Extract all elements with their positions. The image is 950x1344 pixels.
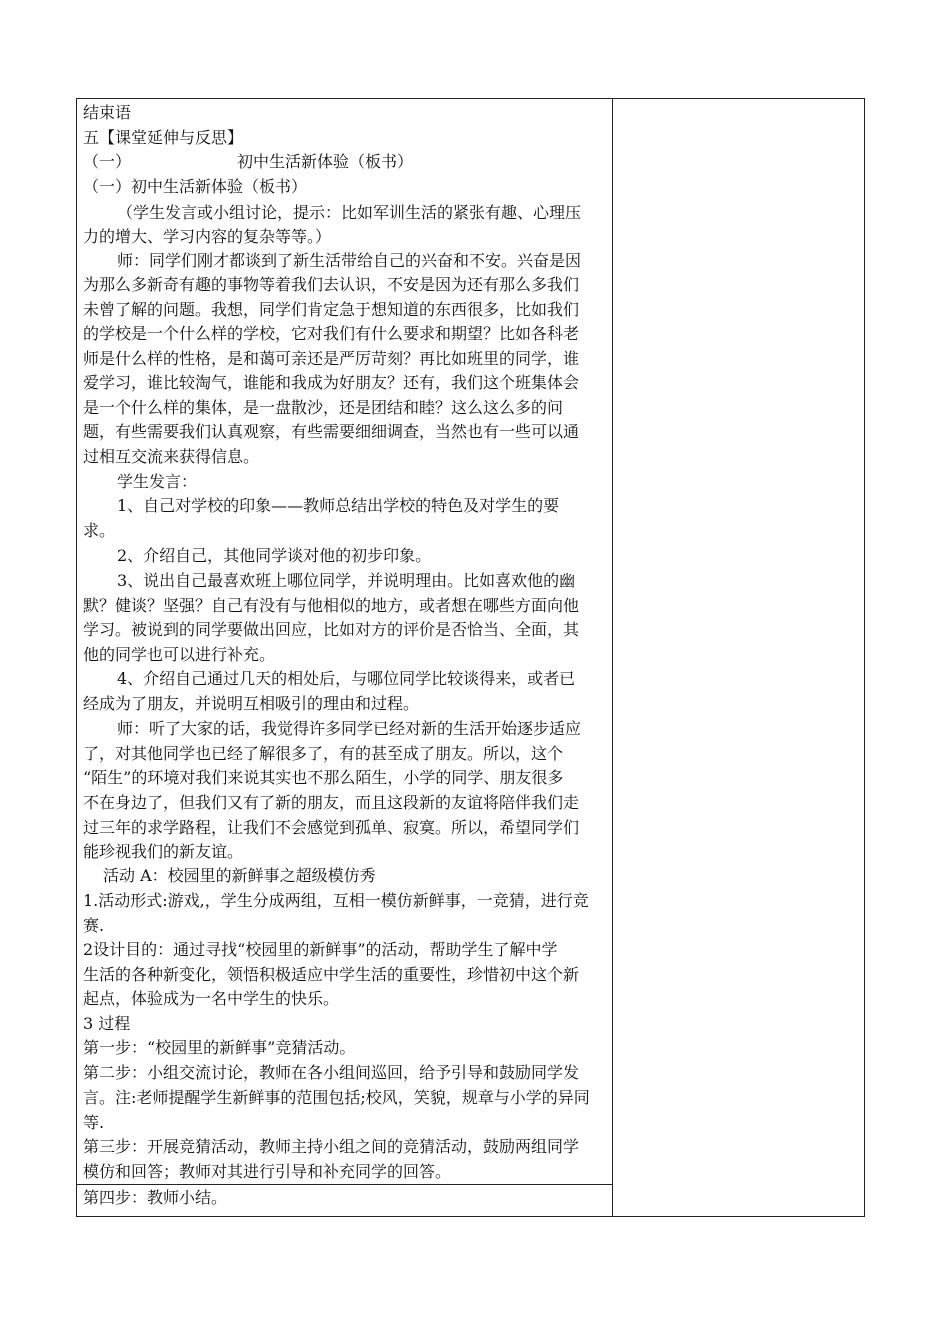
subheading-number: （一）: [83, 152, 132, 171]
paragraph-line: 2、介绍自己，其他同学谈对他的初步印象。: [117, 546, 432, 565]
paragraph-line: 求。: [83, 521, 116, 540]
step-2-line: 第二步：小组交流讨论，教师在各小组间巡回，给予引导和鼓励同学发: [83, 1063, 580, 1082]
activity-a-title: 活动 A：校园里的新鲜事之超级模仿秀: [103, 866, 376, 885]
paragraph-line: 师：听了大家的话，我觉得许多同学已经对新的生活开始逐步适应: [117, 719, 582, 738]
paragraph-line: 未曾了解的问题。我想，同学们肯定急于想知道的东西很多，比如我们: [83, 300, 580, 319]
paragraph-line: 默？健谈？坚强？自己有没有与他相似的地方，或者想在哪些方面向他: [83, 596, 580, 615]
paragraph-line: 师：同学们刚才都谈到了新生活带给自己的兴奋和不安。兴奋是因: [117, 251, 582, 270]
paragraph-line: 爱学习，谁比较淘气，谁能和我成为好朋友？还有，我们这个班集体会: [83, 373, 580, 392]
content-column: [77, 99, 613, 1216]
paragraph-line: 1、自己对学校的印象——教师总结出学校的特色及对学生的要: [117, 496, 560, 515]
step-2-line: 等.: [83, 1113, 105, 1132]
step-4: 第四步：教师小结。: [83, 1188, 228, 1207]
section-title: 五【课堂延伸与反思】: [83, 128, 244, 147]
design-purpose-line: 起点，体验成为一名中学生的快乐。: [83, 989, 340, 1008]
paragraph-line: 力的增大、学习内容的复杂等等。）: [83, 227, 332, 246]
paragraph-line: （学生发言或小组讨论，提示：比如军训生活的紧张有趣、心理压: [117, 203, 582, 222]
paragraph-line: 他的同学也可以进行补充。: [83, 645, 276, 664]
paragraph-line: 学生发言：: [117, 472, 198, 491]
lesson-table: [76, 98, 865, 1217]
paragraph-line: 为那么多新奇有趣的事物等着我们去认识，不安是因为还有那么多我们: [83, 275, 580, 294]
paragraph-line: 能珍视我们的新友谊。: [83, 842, 244, 861]
paragraph-line: 过相互交流来获得信息。: [83, 447, 260, 466]
step-3-line: 模仿和回答；教师对其进行引导和补充同学的回答。: [83, 1162, 452, 1181]
paragraph-line: 的学校是一个什么样的学校，它对我们有什么要求和期望？比如各科老: [83, 324, 580, 343]
paragraph-line: 4、介绍自己通过几天的相处后，与哪位同学比较谈得来，或者已: [117, 669, 576, 688]
closing-heading: 结束语: [83, 103, 132, 122]
step-2-line: 言。注:老师提醒学生新鲜事的范围包括;校风，笑貌，规章与小学的异同: [83, 1088, 590, 1107]
paragraph-line: 师是什么样的性格，是和蔼可亲还是严厉苛刻？再比如班里的同学，谁: [83, 349, 580, 368]
subheading-board-1: [83, 152, 606, 172]
subheading-board-2: （一）初中生活新体验（板书）: [83, 177, 308, 196]
paragraph-line: 了，对其他同学也已经了解很多了，有的甚至成了朋友。所以，这个: [83, 744, 564, 763]
step-3-line: 第三步：开展竞猜活动，教师主持小组之间的竞猜活动，鼓励两组同学: [83, 1137, 580, 1156]
paragraph-line: 题，有些需要我们认真观察，有些需要细细调查，当然也有一些可以通: [83, 422, 580, 441]
activity-form-line: 赛.: [83, 916, 105, 935]
paragraph-line: 3、说出自己最喜欢班上哪位同学，并说明理由。比如喜欢他的幽: [117, 571, 576, 590]
paragraph-line: 经成为了朋友，并说明互相吸引的理由和过程。: [83, 694, 420, 713]
notes-column: [613, 99, 864, 1216]
paragraph-line: 不在身边了，但我们又有了新的朋友，而且这段新的友谊将陪伴我们走: [83, 793, 580, 812]
subheading-title: 初中生活新体验（板书）: [237, 152, 414, 171]
activity-form-line: 1.活动形式:游戏,，学生分成两组，互相一模仿新鲜事，一竞猜，进行竞: [83, 891, 589, 910]
row-divider: [77, 1184, 612, 1185]
paragraph-line: “陌生”的环境对我们来说其实也不那么陌生，小学的同学、朋友很多: [83, 768, 564, 787]
design-purpose-line: 2设计目的：通过寻找“校园里的新鲜事”的活动，帮助学生了解中学: [83, 940, 558, 959]
step-1: 第一步：“校园里的新鲜事”竞猜活动。: [83, 1038, 356, 1057]
process-heading: 3 过程: [83, 1014, 131, 1033]
paragraph-line: 过三年的求学路程，让我们不会感觉到孤单、寂寞。所以，希望同学们: [83, 818, 580, 837]
paragraph-line: 是一个什么样的集体，是一盘散沙，还是团结和睦？这么这么多的问: [83, 398, 564, 417]
design-purpose-line: 生活的各种新变化，领悟积极适应中学生活的重要性，珍惜初中这个新: [83, 965, 580, 984]
paragraph-line: 学习。被说到的同学要做出回应，比如对方的评价是否恰当、全面，其: [83, 620, 580, 639]
